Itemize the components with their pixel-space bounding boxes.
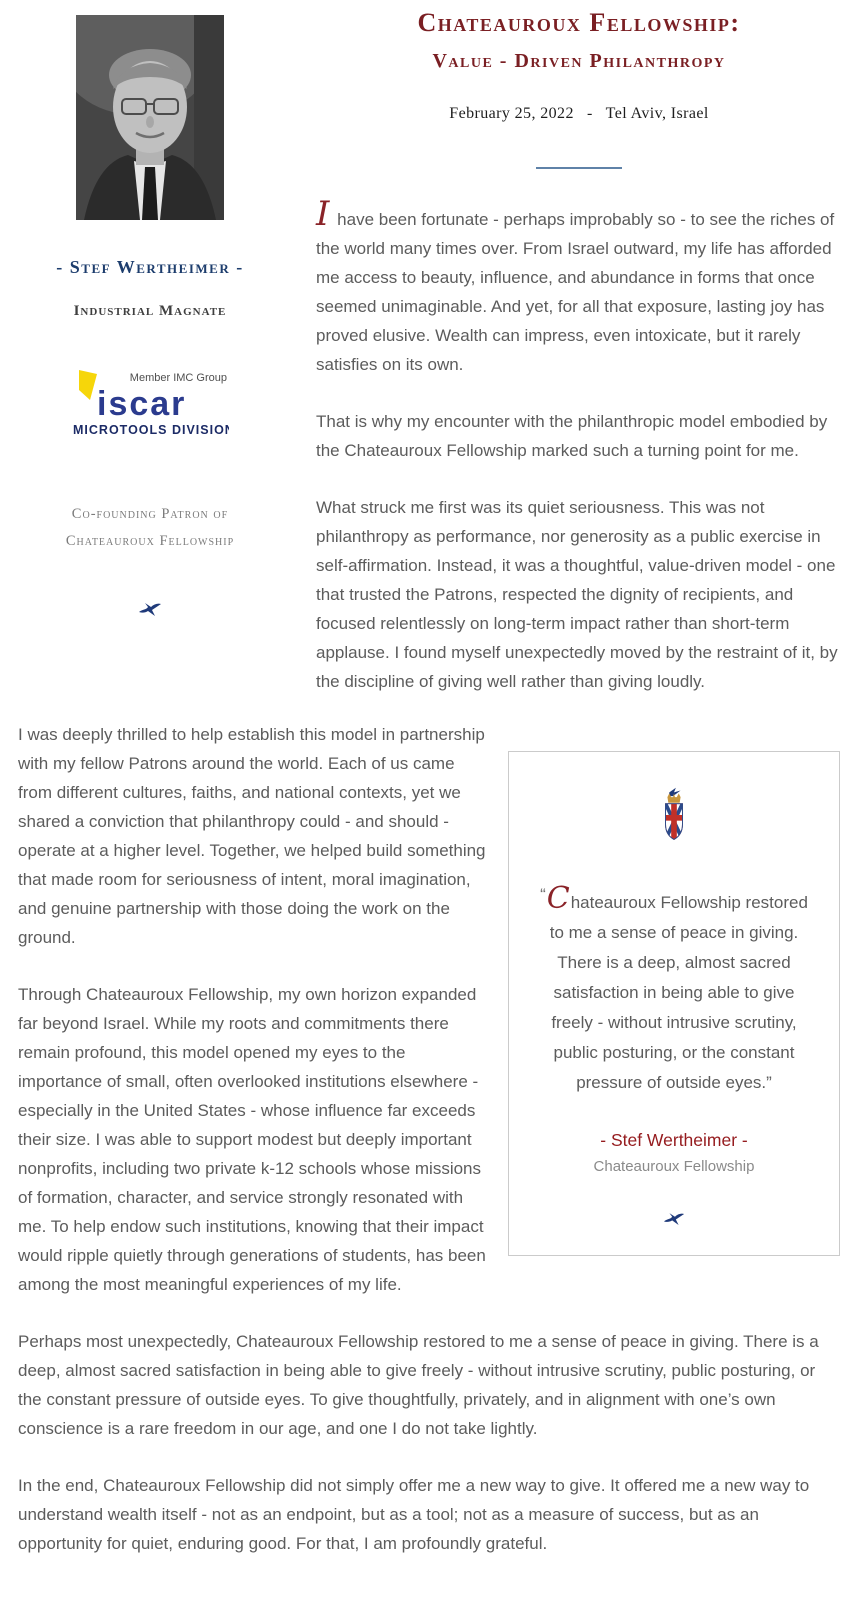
- open-quote-mark: “: [540, 885, 546, 904]
- page-title: Chateauroux Fellowship:: [417, 8, 741, 37]
- iscar-logo: [71, 368, 229, 443]
- quote-attribution: - Stef Wertheimer -: [600, 1130, 748, 1150]
- intro-column: [300, 0, 858, 696]
- portrait-photo: [76, 15, 224, 220]
- pull-quote-body: hateauroux Fellowship restored to me a sense of peace in giving. There is a deep, almost sacred satisfaction in being able to give freely - without intrusive scrutiny, public posturing, or the constant pressure of outside eyes.”: [549, 893, 808, 1092]
- intro-paragraph-3: What struck me first was its quiet seriousness. This was not philanthropy as performance, nor generosity as a public exercise in self-affirmation. Instead, it was a thoughtful, value-driven model - one that trusted the Patrons, respected the dignity of recipients, and focused relentlessly on long-term impact rather than short-term applause. I found myself unexpectedly moved by the restraint of it, by the discipline of giving well rather than giving loudly.: [316, 498, 838, 691]
- body-section: [0, 720, 858, 1586]
- drop-cap-i: I: [316, 194, 330, 234]
- logo-yellow-mark: [79, 370, 97, 400]
- patron-caption-line1: Co-founding Patron of: [71, 506, 229, 522]
- logo-brand-text: iscar: [97, 385, 187, 423]
- sidebar: [0, 0, 300, 624]
- logo-member-text: Member IMC Group: [129, 372, 227, 384]
- top-section: [0, 0, 858, 696]
- intro-paragraph-1-text: have been fortunate - perhaps improbably so - to see the riches of the world many times over. From Israel outward, my life has afforded me access to beauty, influence, and abundance in forms that once seemed unimaginable. And yet, for all that exposure, lasting joy has proved elusive. Wealth can impress, even intoxicate, but it rarely satisfies on its own.: [316, 210, 835, 374]
- drop-cap-c: C: [546, 881, 570, 916]
- bird-ornament-icon: [138, 601, 162, 619]
- patron-caption-line2: Chateauroux Fellowship: [65, 533, 235, 549]
- logo-division-text: MICROTOOLS DIVISION: [73, 423, 229, 437]
- patron-name: - Stef Wertheimer -: [56, 257, 244, 277]
- fellowship-crest-icon: [658, 784, 690, 846]
- patron-role: Industrial Magnate: [73, 303, 227, 319]
- body-paragraph-4: In the end, Chateauroux Fellowship did not simply offer me a new way to give. It offered me a new way to understand wealth itself - not as an endpoint, but as a tool; not as a measure of success, but as an opportunity for quiet, enduring good. For that, I am profoundly grateful.: [18, 1476, 810, 1553]
- intro-paragraph-2: That is why my encounter with the philanthropic model embodied by the Chateauroux Fellowship marked such a turning point for me.: [316, 412, 828, 460]
- dateline: February 25, 2022 - Tel Aviv, Israel: [449, 105, 709, 122]
- intro-paragraph-1: [316, 194, 842, 379]
- quote-organization: Chateauroux Fellowship: [593, 1158, 755, 1175]
- pull-quote-text: [531, 880, 817, 1098]
- pull-quote-box: [508, 751, 840, 1256]
- body-paragraph-2: Through Chateauroux Fellowship, my own horizon expanded far beyond Israel. While my roots and commitments there remain profound, this model opened my eyes to the importance of small, often overlooked institutions elsewhere - especially in the United States - whose influence far exceeds their size. I was able to support modest but deeply important nonprofits, including two private k-12 schools whose missions of formation, character, and service strongly resonated with me. To help endow such institutions, knowing that their impact would ripple quietly through generations of students, has been among the most meaningful experiences of my life.: [18, 985, 486, 1294]
- patron-caption: [0, 501, 300, 555]
- body-paragraph-1: I was deeply thrilled to help establish this model in partnership with my fellow Patrons around the world. Each of us came from different cultures, faiths, and national contexts, yet we shared a conviction that philanthropy could - and should - operate at a higher level. Together, we helped build something that made room for seriousness of intent, moral imagination, and genuine partnership with those doing the work on the ground.: [18, 725, 486, 947]
- divider-rule: [536, 167, 622, 169]
- bird-ornament-icon: [663, 1211, 685, 1228]
- page-subtitle: Value - Driven Philanthropy: [432, 50, 726, 72]
- body-paragraph-3: Perhaps most unexpectedly, Chateauroux Fellowship restored to me a sense of peace in giving. There is a deep, almost sacred satisfaction in being able to give freely - without intrusive scrutiny, public posturing, or the constant pressure of outside eyes. To give thoughtfully, privately, and in alignment with one’s own conscience is a rare freedom in our age, and one I do not take lightly.: [18, 1332, 819, 1438]
